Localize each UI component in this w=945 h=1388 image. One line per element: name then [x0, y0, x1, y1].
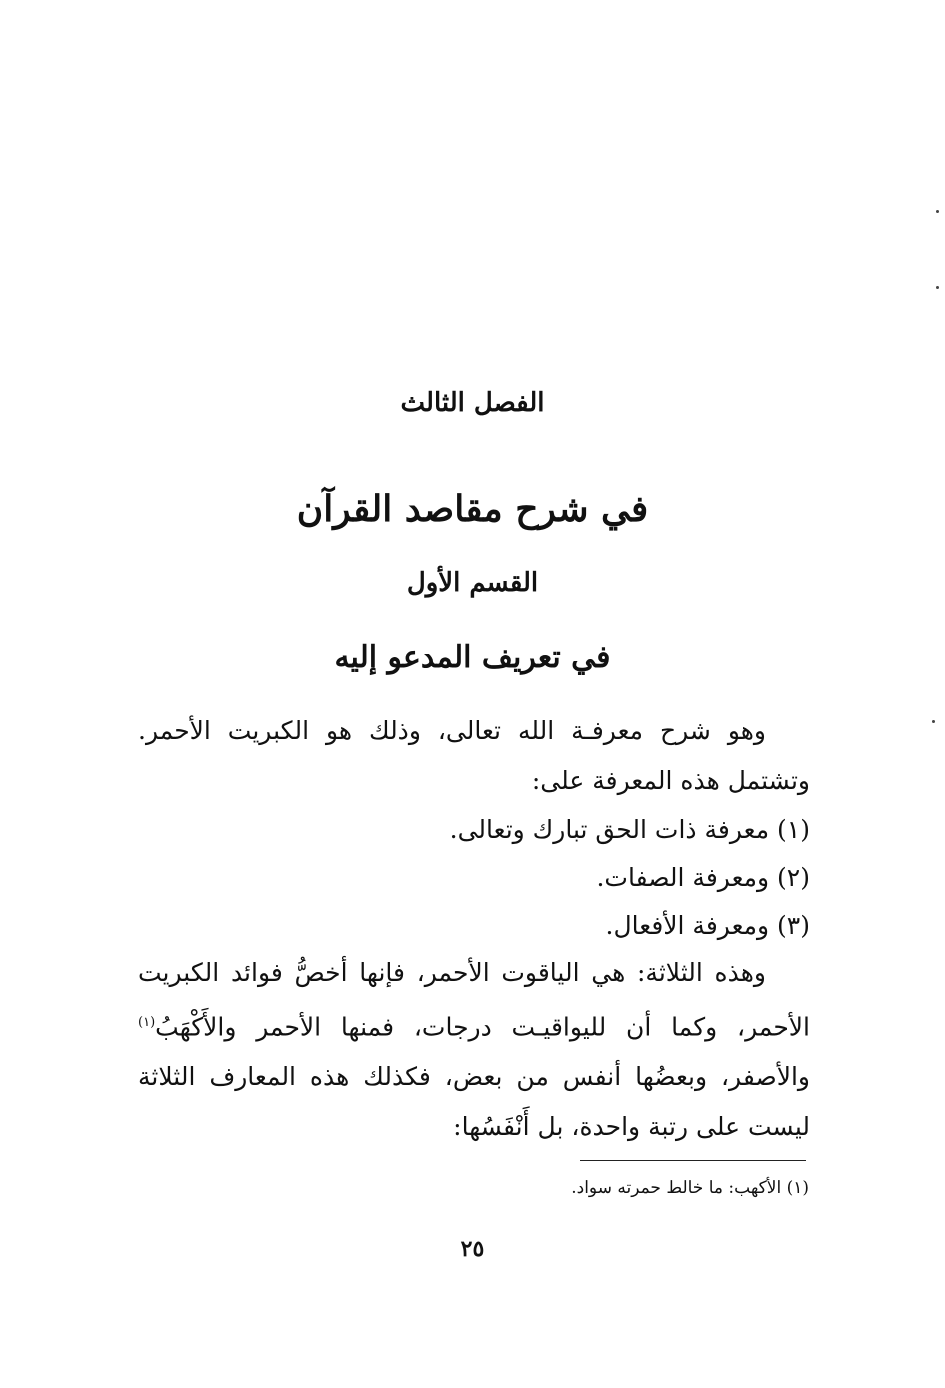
page-number: ٢٥ [460, 1236, 485, 1262]
scan-speck [936, 210, 939, 213]
paragraph-1: وهو شرح معرفـة الله تعالى، وذلك هو الكبريت الأحمر. وتشتمل هذه المعرفة على: [138, 716, 810, 795]
list-item: (١) معرفة ذات الحق تبارك وتعالى. [449, 815, 810, 844]
chapter-label: الفصل الثالث [400, 388, 545, 418]
paragraph-2-text-end: والأصفر، وبعضُها أنفس من بعض، فكذلك هذه المعارف الثلاثة ليست على رتبة واحدة، بل أَنْفَسُها: [138, 1062, 810, 1142]
paragraph-2 [138, 948, 810, 1152]
footnote: (١) الأكهب: ما خالط حمرته سواد. [571, 1178, 809, 1198]
section-title: في تعريف المدعو إليه [334, 640, 611, 675]
footnote-divider [580, 1160, 806, 1161]
list-item: (٢) ومعرفة الصفات. [596, 863, 810, 892]
chapter-title: في شرح مقاصد القرآن [296, 488, 649, 530]
section-label: القسم الأول [406, 568, 539, 598]
scan-speck [932, 720, 935, 723]
list-item: (٣) ومعرفة الأفعال. [605, 911, 810, 940]
scan-speck [936, 286, 939, 289]
paragraph-2-text-start: وهذه الثلاثة: هي الياقوت الأحمر، فإنها أخصُّ فوائد الكبريت الأحمر، وكما أن لليواقيـت درجات، فمنها الأحمر والأَكْهَبُ [138, 958, 810, 1042]
footnote-marker: (١) [138, 1015, 156, 1030]
